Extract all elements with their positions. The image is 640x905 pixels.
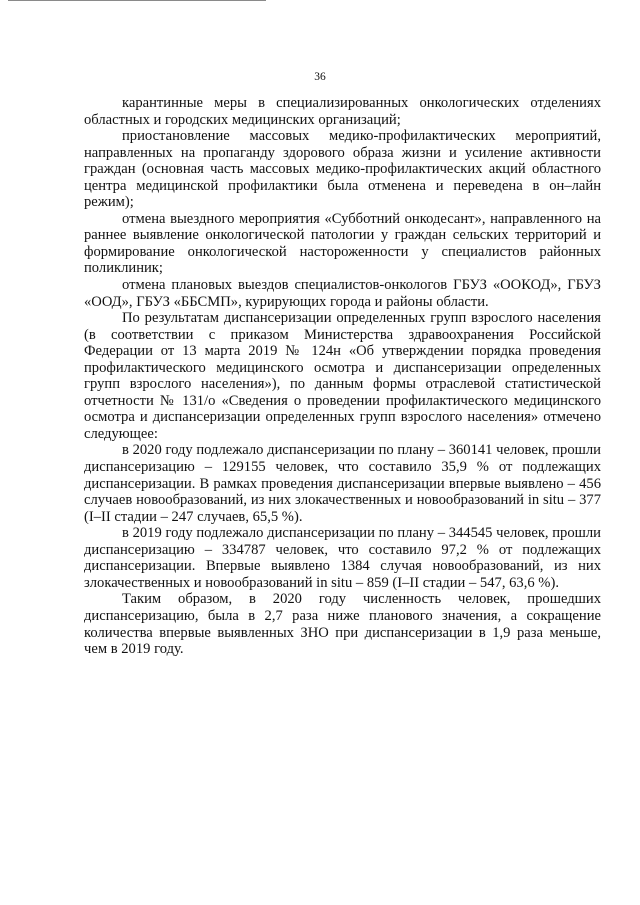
paragraph-quarantine-measures: карантинные меры в специализированных онкологических отделениях областных и городских медицинских организаций; bbox=[84, 95, 601, 128]
paragraph-screening-2019: в 2019 году подлежало диспансеризации по плану – 344545 человек, прошли диспансеризацию – 334787 человек, что составило 97,2 % от подлежащих диспансеризации. Впервые выявлено 1384 случая новообразований, из них злокачественных и новообразований in situ – 859 (I–II стадии – 547, 63,6 %). bbox=[84, 525, 601, 591]
paragraph-cancelled-onkodesant: отмена выездного мероприятия «Субботний онкодесант», направленного на раннее выявление онкологической патологии у граждан сельских территорий и формирование онкологической настороженности у специалистов районных поликлиник; bbox=[84, 210, 601, 277]
document-body bbox=[84, 95, 601, 658]
page-number: 36 bbox=[314, 71, 326, 83]
top-edge-rule bbox=[8, 0, 266, 1]
paragraph-conclusion: Таким образом, в 2020 году численность человек, прошедших диспансеризацию, была в 2,7 раза ниже планового значения, а сокращение количества впервые выявленных ЗНО при диспансеризации в 1,9 раза меньше, чем в 2019 году. bbox=[84, 591, 601, 658]
paragraph-screening-2020: в 2020 году подлежало диспансеризации по плану – 360141 человек, прошли диспансеризацию – 129155 человек, что составило 35,9 % от подлежащих диспансеризации. В рамках проведения диспансеризации впервые выявлено – 456 случаев новообразований, из них злокачественных и новообразований in situ – 377 (I–II стадии – 247 случаев, 65,5 %). bbox=[84, 442, 601, 525]
paragraph-suspension-of-events: приостановление массовых медико-профилактических мероприятий, направленных на пропаганду здорового образа жизни и усиление активности граждан (основная часть массовых медико-профилактических акций областного центра медицинской профилактики была отменена и переведена в он–лайн режим); bbox=[84, 128, 601, 211]
paragraph-cancelled-visits: отмена плановых выездов специалистов-онкологов ГБУЗ «ООКОД», ГБУЗ «ООД», ГБУЗ «ББСМП», курирующих города и районы области. bbox=[84, 277, 601, 310]
paragraph-screening-results-intro: По результатам диспансеризации определенных групп взрослого населения (в соответствии с приказом Министерства здравоохранения Российской Федерации от 13 марта 2019 № 124н «Об утверждении порядка проведения профилактического медицинского осмотра и диспансеризации определенных групп взрослого населения»), по данным формы отраслевой статистической отчетности № 131/о «Сведения о проведении профилактического медицинского осмотра и диспансеризации определенных групп взрослого населения» отмечено следующее: bbox=[84, 310, 601, 442]
